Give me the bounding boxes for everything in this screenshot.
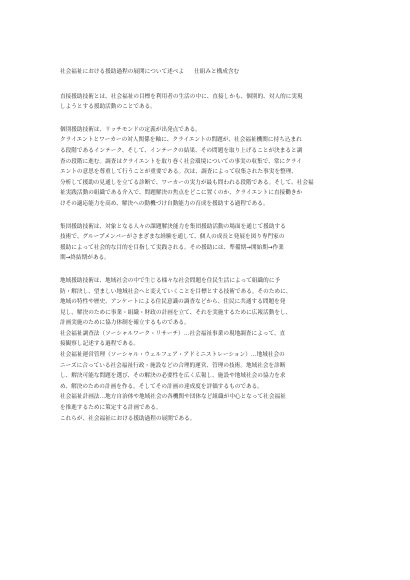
- text-line: 祉実践活動の組織である介入で、問題解決の焦点をどこに置くのか、クライエントに直接働きか: [60, 190, 303, 197]
- text-line: クライエントとワーカーの対人関係を軸に、クライエントの問題が、社会福祉機関に持ち込まれ: [60, 137, 302, 144]
- text-line: しようとする援助活動のことである。: [60, 104, 156, 111]
- text-line: 接観察し記述する過程である。: [60, 341, 140, 348]
- text-line: 社会福祉計画法…地方自治体や地域社会の各機関や団体など組織が中心となって社会福祉: [60, 394, 286, 401]
- text-line: 直接援助技術とは、社会福祉の目標を利用者の生活の中に、直接しかも、個別的、対人的に実現: [60, 93, 303, 100]
- text-line: 個別援助技術は、リッチモンドの定義が出発点である。: [60, 126, 201, 133]
- text-line: 査の段階に進む。調査はクライエントを取り巻く社会環境についての事実の収集で、常にクライ: [60, 158, 302, 165]
- text-line: る段階であるインテーク、そして、インテークの結果、その問題を取り上げることが決まると調: [60, 147, 303, 154]
- text-line: 見し、解決のために事業・組織・財政の計画を立て、それを実施するために広報活動をし、: [60, 309, 292, 316]
- text-line: エントの意思を尊重して行うことが重要である。次は、調査によって収集された事実を整理、: [60, 169, 298, 176]
- text-line: 地域の特性や歴史、アンケートによる住民意識の調査などから、住民に共通する問題を発: [60, 299, 286, 306]
- paragraph-community-work: [60, 276, 350, 424]
- text-line: けその適応能力を高め、解決への動機づけ自動能力の育成を援助する過程である。: [60, 200, 269, 207]
- paragraph-group-work: [60, 222, 350, 264]
- text-line: これらが、社会福祉における援助過程の展開である。: [60, 415, 196, 422]
- text-line: 分析して援助の見通しを立てる診断で、ワーカーの実力が最も問われる段階である。そして、社会福: [60, 179, 314, 186]
- text-line: を推進するために策定する計画である。: [60, 405, 162, 412]
- text-line: 援助によって社会的な目的を目指して実践される。その援助には、準備期→開始期→作業: [60, 244, 284, 251]
- text-line: し、解決可能な問題を選び、その解決の必要性を広く広報し、施設や地域社会の協力を求: [60, 373, 286, 380]
- text-line: 社会福祉運営管理（ソーシャル・ウェルフェア・アドミニストレーション）…地域社会の: [60, 352, 285, 359]
- paragraph-casework: [60, 125, 350, 210]
- text-line: 計画実施のために協力体制を確立するものである。: [60, 320, 190, 327]
- text-line: 地域援助技術は、地域社会の中で生じる様々な社会問題を住民生活によって組織的に予: [60, 277, 281, 284]
- title-line: [60, 67, 350, 78]
- author-name: 仕組みと構成含む: [194, 69, 240, 75]
- text-line: 期→終結期がある。: [60, 255, 110, 262]
- text-line: め、解決のための計画を作る。そしてその計画の達成度を評価するものである。: [60, 383, 263, 390]
- text-line: ニーズに合っている社会福祉行政・施設などの合理的運営、管理の技術。地域社会を診断: [60, 362, 286, 369]
- text-line: 防・解決し、望ましい地域社会へと変えていくことを目標とする技術である。そのために、: [60, 288, 292, 295]
- paragraph-direct-assistance: [60, 92, 350, 113]
- text-line: 集団援助技術は、対象となる人々の課題解決能力を集団援助活動の場面を通じて援助する: [60, 223, 286, 230]
- document-title: 社会福祉における援助過程の展開について述べよ: [60, 69, 185, 75]
- text-line: 社会福祉調査法（ソーシャルワーク・リサーチ）…社会福祉事業の現地調査によって、直: [60, 330, 286, 337]
- text-line: 技術で、グループメンバーがさまざまな経験を通して、個人の成長と発展を図り専門家の: [60, 234, 285, 241]
